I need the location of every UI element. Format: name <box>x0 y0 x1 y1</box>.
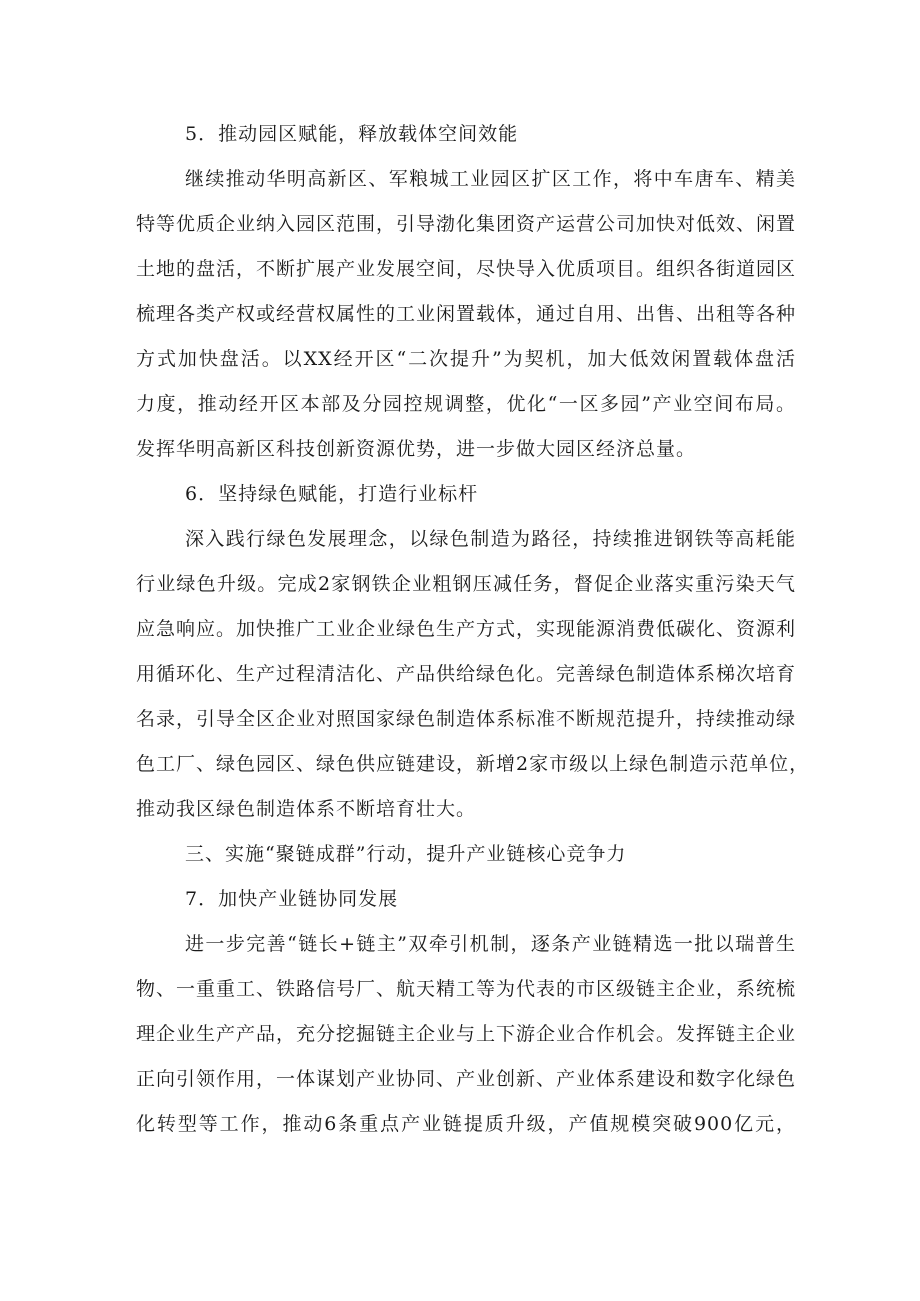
paragraph-line: 化转型等工作，推动6条重点产业链提质升级，产值规模突破900亿元， <box>136 1113 796 1135</box>
paragraph-line: 理企业生产产品，充分挖掘链主企业与上下游企业合作机会。发挥链主企业 <box>136 1023 797 1045</box>
paragraph-line: 正向引领作用，一体谋划产业协同、产业创新、产业体系建设和数字化绿色 <box>136 1068 797 1090</box>
paragraph-line: 继续推动华明高新区、军粮城工业园区扩区工作，将中车唐车、精美 <box>185 168 796 190</box>
section-heading-7: 7．加快产业链协同发展 <box>185 888 399 910</box>
paragraph-line: 土地的盘活，不断扩展产业发展空间，尽快导入优质项目。组织各街道园区 <box>136 258 797 280</box>
paragraph-line: 物、一重重工、铁路信号厂、航天精工等为代表的市区级链主企业，系统梳 <box>136 978 797 1000</box>
paragraph-line: 力度，推动经开区本部及分园控规调整，优化“一区多园”产业空间布局。 <box>136 393 796 415</box>
paragraph-line: 用循环化、生产过程清洁化、产品供给绿色化。完善绿色制造体系梯次培育 <box>136 663 797 685</box>
section-heading-6: 6．坚持绿色赋能，打造行业标杆 <box>185 483 479 505</box>
paragraph-line: 深入践行绿色发展理念，以绿色制造为路径，持续推进钢铁等高耗能 <box>185 528 796 550</box>
paragraph-line: 推动我区绿色制造体系不断培育壮大。 <box>136 798 477 820</box>
section-heading-5: 5．推动园区赋能，释放载体空间效能 <box>185 123 519 145</box>
paragraph-line: 色工厂、绿色园区、绿色供应链建设，新增2家市级以上绿色制造示范单位， <box>136 753 810 775</box>
paragraph-line: 方式加快盘活。以XX经开区“二次提升”为契机，加大低效闲置载体盘活 <box>136 348 796 370</box>
paragraph-line: 进一步完善“链长+链主”双牵引机制，逐条产业链精选一批以瑞普生 <box>185 933 796 955</box>
paragraph-line: 行业绿色升级。完成2家钢铁企业粗钢压减任务，督促企业落实重污染天气 <box>136 573 796 595</box>
paragraph-line: 名录，引导全区企业对照国家绿色制造体系标准不断规范提升，持续推动绿 <box>136 708 797 730</box>
paragraph-line: 应急响应。加快推广工业企业绿色生产方式，实现能源消费低碳化、资源利 <box>136 618 797 640</box>
paragraph-line: 发挥华明高新区科技创新资源优势，进一步做大园区经济总量。 <box>136 438 697 460</box>
paragraph-line: 特等优质企业纳入园区范围，引导渤化集团资产运营公司加快对低效、闲置 <box>136 213 797 235</box>
chapter-heading-3: 三、实施“聚链成群”行动，提升产业链核心竞争力 <box>185 843 627 865</box>
paragraph-line: 梳理各类产权或经营权属性的工业闲置载体，通过自用、出售、出租等各种 <box>136 303 797 325</box>
